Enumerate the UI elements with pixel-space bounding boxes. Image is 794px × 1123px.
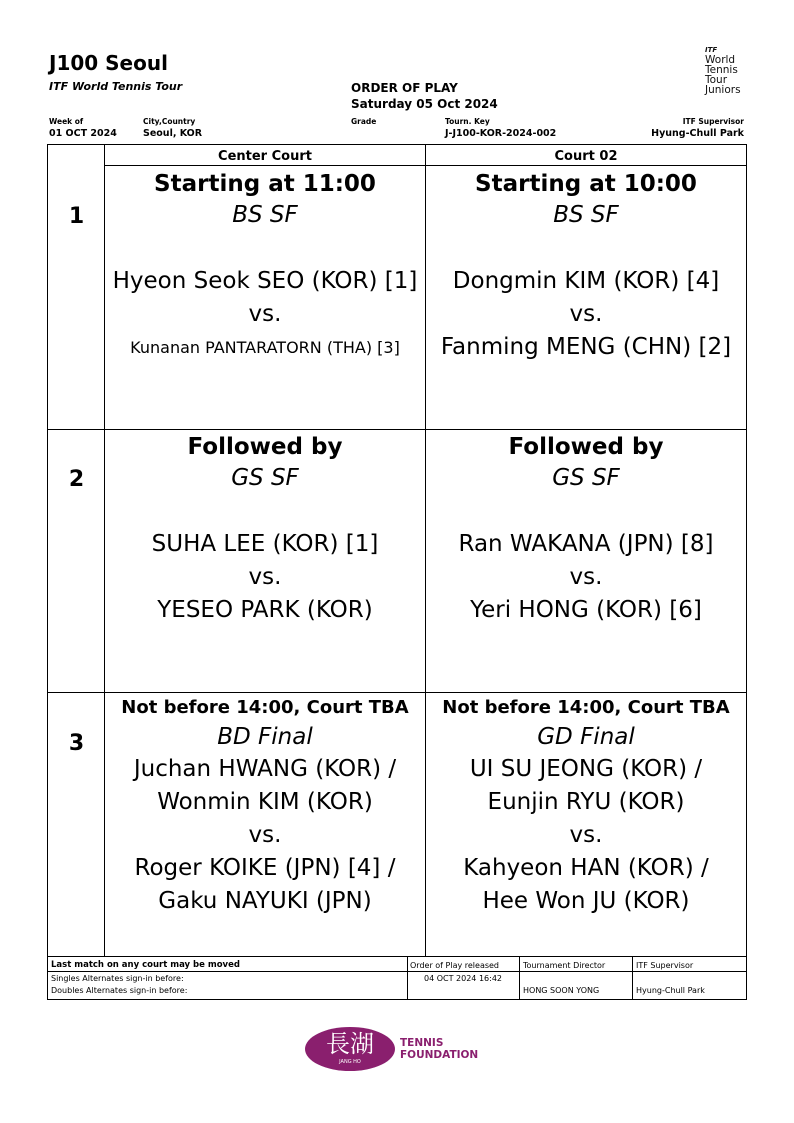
label-city-country: City,Country xyxy=(143,117,196,126)
court-header-1: Center Court xyxy=(218,149,312,164)
match-cell xyxy=(426,169,746,364)
label-week-of: Week of xyxy=(49,117,84,126)
doc-title: ORDER OF PLAY xyxy=(351,81,458,95)
jangho-mark-text: 長湖 xyxy=(326,1030,374,1058)
player-name: Ran WAKANA (JPN) [8] xyxy=(458,531,714,557)
released-value: 04 OCT 2024 16:42 xyxy=(424,974,502,983)
jangho-mark-sub: JANG HO xyxy=(339,1059,361,1065)
match-start: Followed by xyxy=(187,434,343,460)
match-cell xyxy=(105,169,425,364)
value-week-of: 01 OCT 2024 xyxy=(49,128,117,139)
player-name: Eunjin RYU (KOR) xyxy=(487,789,685,815)
match-cell xyxy=(426,432,746,627)
match-start: Not before 14:00, Court TBA xyxy=(442,697,730,718)
match-start: Followed by xyxy=(508,434,664,460)
match-start: Not before 14:00, Court TBA xyxy=(121,697,409,718)
court-header-2: Court 02 xyxy=(554,149,618,164)
grid-line xyxy=(47,971,747,972)
logo-itf: ITF xyxy=(705,46,718,54)
event-name: GS SF xyxy=(231,465,299,491)
player-name: Kunanan PANTARATORN (THA) [3] xyxy=(130,338,400,357)
event-name: BS SF xyxy=(232,202,298,228)
row-number: 2 xyxy=(68,467,85,492)
player-name: Hyeon Seok SEO (KOR) [1] xyxy=(112,268,418,294)
grid-line xyxy=(407,956,408,1000)
td-label: Tournament Director xyxy=(523,961,606,970)
grid-line xyxy=(47,429,747,430)
row-number: 1 xyxy=(68,204,85,229)
vs-label: vs. xyxy=(569,301,603,327)
grid-line xyxy=(519,956,520,1000)
player-name: YESEO PARK (KOR) xyxy=(157,597,373,623)
value-tourn-key: J-J100-KOR-2024-002 xyxy=(445,128,557,139)
tour-name: ITF World Tennis Tour xyxy=(49,80,183,93)
singles-alternates: Singles Alternates sign-in before: xyxy=(51,974,184,983)
value-itf-supervisor: Hyung-Chull Park xyxy=(651,128,744,139)
grid-line xyxy=(632,956,633,1000)
event-name: GD Final xyxy=(537,724,635,750)
grid-line xyxy=(47,956,747,957)
vs-label: vs. xyxy=(248,564,282,590)
grid-line xyxy=(47,144,747,145)
vs-label: vs. xyxy=(248,822,282,848)
grid-line xyxy=(47,144,48,1000)
label-tourn-key: Tourn. Key xyxy=(445,117,490,126)
player-name: Dongmin KIM (KOR) [4] xyxy=(452,268,720,294)
event-name: BD Final xyxy=(217,724,313,750)
player-name: Wonmin KIM (KOR) xyxy=(157,789,373,815)
row-number: 3 xyxy=(68,731,85,756)
grid-line xyxy=(746,144,747,1000)
match-cell xyxy=(105,695,425,918)
footer-notice: Last match on any court may be moved xyxy=(51,960,240,970)
grid-line xyxy=(47,692,747,693)
label-itf-supervisor: ITF Supervisor xyxy=(682,117,744,126)
player-name: Juchan HWANG (KOR) / xyxy=(133,756,397,782)
match-cell xyxy=(105,432,425,627)
value-city-country: Seoul, KOR xyxy=(143,128,203,139)
player-name: UI SU JEONG (KOR) / xyxy=(469,756,703,782)
jangho-logo-mark xyxy=(305,1027,395,1071)
vs-label: vs. xyxy=(569,822,603,848)
player-name: Gaku NAYUKI (JPN) xyxy=(158,888,372,914)
play-date: Saturday 05 Oct 2024 xyxy=(351,97,498,111)
match-start: Starting at 11:00 xyxy=(154,171,376,197)
event-name: BS SF xyxy=(553,202,619,228)
vs-label: vs. xyxy=(569,564,603,590)
player-name: Fanming MENG (CHN) [2] xyxy=(440,334,732,360)
logo-line3: Tour xyxy=(705,74,728,86)
player-name: Roger KOIKE (JPN) [4] / xyxy=(134,855,396,881)
foundation-line2: FOUNDATION xyxy=(400,1049,479,1061)
doc-title-block xyxy=(351,80,498,112)
itf-juniors-logo xyxy=(705,45,750,95)
grid-line xyxy=(47,999,747,1000)
td-value: HONG SOON YONG xyxy=(523,986,600,995)
foundation-line1: TENNIS xyxy=(400,1037,444,1049)
vs-label: vs. xyxy=(248,301,282,327)
sup-value: Hyung-Chull Park xyxy=(636,986,705,995)
logo-line2: Tennis xyxy=(705,64,738,76)
label-grade: Grade xyxy=(351,117,377,126)
doubles-alternates: Doubles Alternates sign-in before: xyxy=(51,986,188,995)
match-start: Starting at 10:00 xyxy=(475,171,697,197)
logo-line1: World xyxy=(705,54,736,66)
released-label: Order of Play released xyxy=(410,961,500,970)
logo-line4: Juniors xyxy=(705,84,741,96)
match-cell xyxy=(426,695,746,918)
player-name: Yeri HONG (KOR) [6] xyxy=(470,597,702,623)
sup-label: ITF Supervisor xyxy=(636,961,694,970)
tournament-name: J100 Seoul xyxy=(49,51,168,75)
player-name: Hee Won JU (KOR) xyxy=(482,888,690,914)
event-name: GS SF xyxy=(552,465,620,491)
player-name: SUHA LEE (KOR) [1] xyxy=(151,531,379,557)
player-name: Kahyeon HAN (KOR) / xyxy=(463,855,709,881)
tennis-foundation-logo xyxy=(400,1037,478,1061)
